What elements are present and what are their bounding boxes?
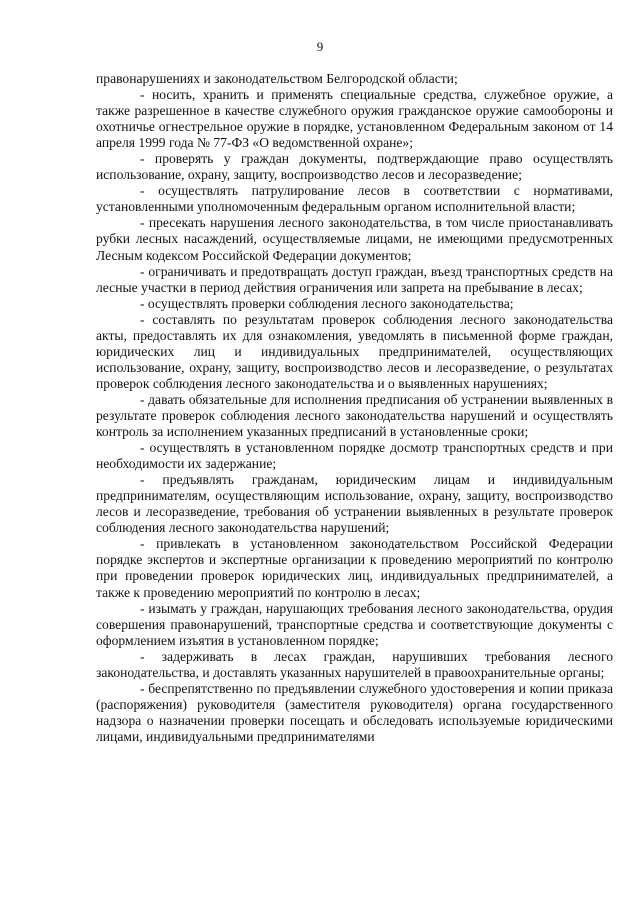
list-item-carry-weapons: - носить, хранить и применять специальные средства, служебное оружие, а также разрешенное в качестве служебного оружия гражданское оружие самообороны и охотничье огнестрельное оружие в порядке, установленном Федеральным законом от 14 апреля 1999 года № 77-ФЗ «О ведомственной охране»; [96,87,613,151]
list-item-restrict-access: - ограничивать и предотвращать доступ граждан, въезд транспортных средств на лесные участки в период действия ограничения или запрета на пребывание в лесах; [96,263,613,295]
document-body [96,71,613,745]
paragraph-continuation: правонарушениях и законодательством Белгородской области; [96,71,458,86]
list-item-conduct-inspections: - осуществлять проверки соблюдения лесного законодательства; [140,295,514,311]
list-item-issue-orders: - давать обязательные для исполнения предписания об устранении выявленных в результате проверок соблюдения лесного законодательства нарушений и осуществлять контроль за исполнением указанных предписаний в установленные сроки; [96,391,613,440]
list-item-present-requirements: - предъявлять гражданам, юридическим лицам и индивидуальным предпринимателям, осуществляющим использование, охрану, защиту, воспроизводство лесов и лесоразведение, требования об устранении выявленных в результате проверок соблюдения лесного законодательства нарушений; [96,472,613,536]
list-item-detain-violators: - задерживать в лесах граждан, нарушивших требования лесного законодательства, и доставлять указанных нарушителей в правоохранительные органы; [96,648,613,680]
list-item-seize-tools: - изымать у граждан, нарушающих требования лесного законодательства, орудия совершения правонарушений, транспортные средства и соответствующие документы с оформлением изъятия в установленном порядке; [96,600,613,648]
page-number: 9 [316,39,324,54]
list-item-engage-experts: - привлекать в установленном законодательством Российской Федерации порядке экспертов и экспертные организации к проведению мероприятий по контролю при проведении проверок юридических лиц, индивидуальных предпринимателей, а также к проведению мероприятий по контролю в лесах; [96,536,613,600]
list-item-visit-sites: - беспрепятственно по предъявлении служебного удостоверения и копии приказа (распоряжения) руководителя (заместителя руководителя) органа государственного надзора о назначении проверки посещать и обследовать используемые юридическими лицами, индивидуальными предпринимателями [96,680,613,744]
list-item-patrol-forests: - осуществлять патрулирование лесов в соответствии с нормативами, установленными уполномоченным федеральным органом исполнительной власти; [96,183,613,215]
list-item-draw-up-acts: - составлять по результатам проверок соблюдения лесного законодательства акты, предоставлять их для ознакомления, уведомлять в письменной форме граждан, юридических лиц и индивидуальных предпринимателей, осуществляющих использование, охрану, защиту, воспроизводство лесов и лесоразведение, о результатах проверок соблюдения лесного законодательства и о выявленных нарушениях; [96,311,613,391]
list-item-check-documents: - проверять у граждан документы, подтверждающие право осуществлять использование, охрану, защиту, воспроизводство лесов и лесоразведение; [96,151,613,183]
list-item-vehicle-inspection: - осуществлять в установленном порядке досмотр транспортных средств и при необходимости их задержание; [96,440,613,472]
list-item-stop-violations: - пресекать нарушения лесного законодательства, в том числе приостанавливать рубки лесных насаждений, осуществляемые лицами, не имеющими предусмотренных Лесным кодексом Российской Федерации документов; [96,215,613,263]
